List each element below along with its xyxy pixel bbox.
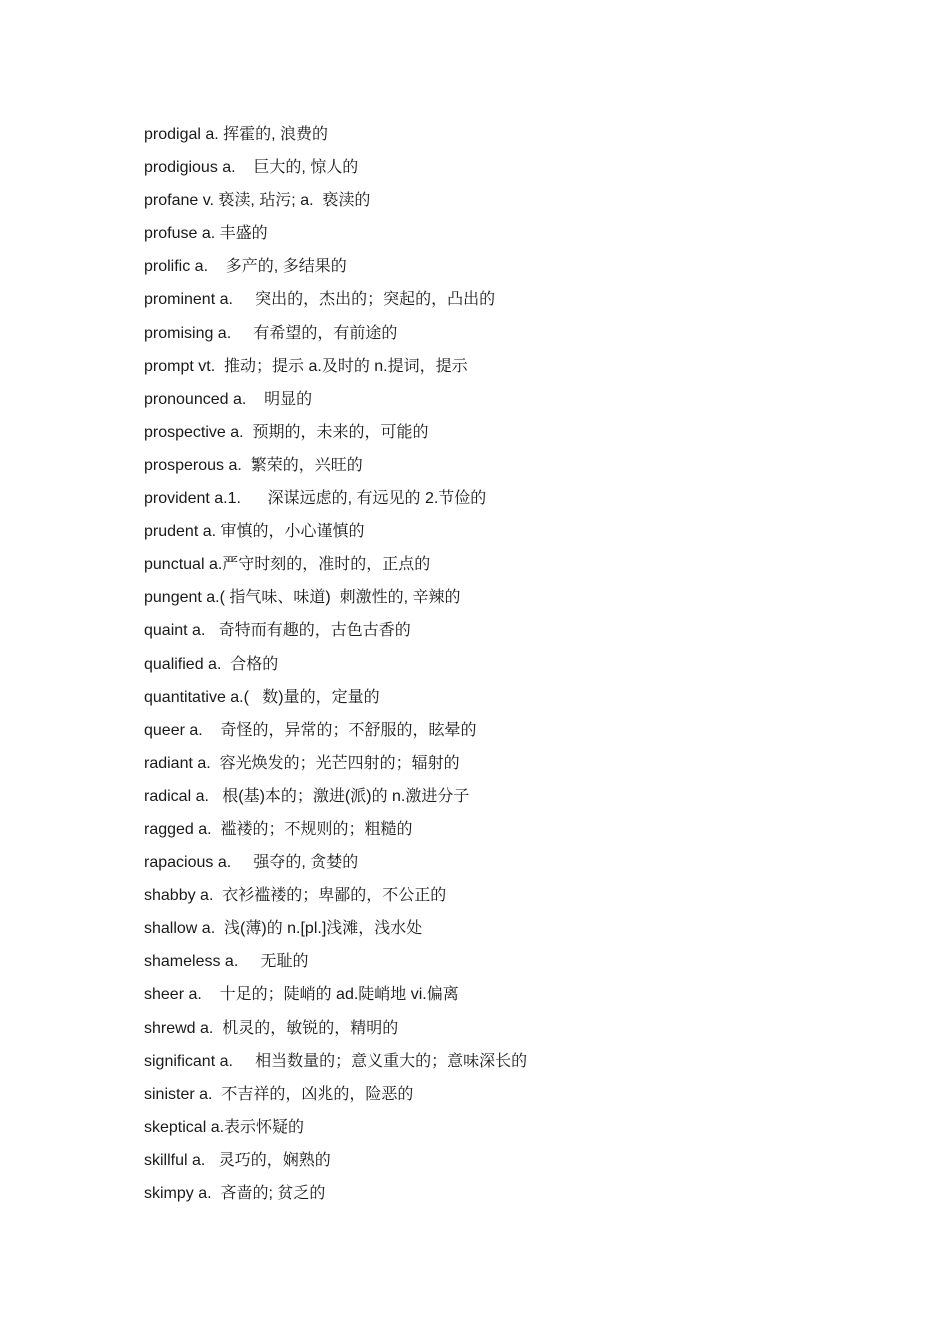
vocabulary-entry: shabby a. 衣衫褴褛的；卑鄙的，不公正的 — [144, 887, 447, 905]
vocabulary-entry: skeptical a.表示怀疑的 — [144, 1118, 305, 1136]
vocabulary-entry: significant a. 相当数量的；意义重大的；意味深长的 — [144, 1052, 528, 1070]
vocabulary-entry: radical a. 根(基)本的；激进(派)的 n.激进分子 — [144, 787, 470, 805]
vocabulary-entry: pungent a.( 指气味、味道) 刺激性的, 辛辣的 — [144, 589, 461, 607]
vocabulary-entry: punctual a.严守时刻的，准时的，正点的 — [144, 556, 431, 574]
vocabulary-entry: prodigious a. 巨大的, 惊人的 — [144, 159, 359, 177]
vocabulary-entry: prosperous a. 繁荣的，兴旺的 — [144, 456, 363, 474]
vocabulary-entry: shallow a. 浅(薄)的 n.[pl.]浅滩，浅水处 — [144, 920, 423, 938]
vocabulary-entry: skillful a. 灵巧的，娴熟的 — [144, 1151, 331, 1169]
vocabulary-entry: shrewd a. 机灵的，敏锐的，精明的 — [144, 1019, 399, 1037]
vocabulary-entry: ragged a. 褴褛的；不规则的；粗糙的 — [144, 820, 413, 838]
vocabulary-entry: skimpy a. 吝啬的; 贫乏的 — [144, 1185, 326, 1202]
vocabulary-entry: sinister a. 不吉祥的，凶兆的，险恶的 — [144, 1085, 414, 1103]
vocabulary-entry: prompt vt. 推动；提示 a.及时的 n.提词，提示 — [144, 357, 468, 375]
vocabulary-entry: prospective a. 预期的，未来的，可能的 — [144, 423, 429, 441]
vocabulary-entry: promising a. 有希望的，有前途的 — [144, 324, 398, 342]
vocabulary-entry: queer a. 奇怪的，异常的；不舒服的，眩晕的 — [144, 721, 477, 739]
vocabulary-entry: quaint a. 奇特而有趣的，古色古香的 — [144, 622, 411, 640]
vocabulary-entry: prudent a. 审慎的，小心谨慎的 — [144, 523, 365, 541]
vocabulary-entry: provident a.1. 深谋远虑的, 有远见的 2.节俭的 — [144, 490, 487, 508]
vocabulary-list — [144, 123, 904, 1215]
vocabulary-entry: rapacious a. 强夺的, 贪婪的 — [144, 854, 359, 872]
vocabulary-entry: shameless a. 无耻的 — [144, 953, 309, 971]
vocabulary-entry: prodigal a. 挥霍的, 浪费的 — [144, 126, 329, 143]
vocabulary-entry: profuse a. 丰盛的 — [144, 225, 268, 243]
vocabulary-entry: quantitative a.( 数)量的，定量的 — [144, 688, 380, 706]
vocabulary-entry: qualified a. 合格的 — [144, 655, 279, 673]
vocabulary-entry: radiant a. 容光焕发的；光芒四射的；辐射的 — [144, 754, 460, 772]
vocabulary-entry: prolific a. 多产的, 多结果的 — [144, 258, 347, 276]
vocabulary-entry: profane v. 亵渎, 玷污; a. 亵渎的 — [144, 192, 371, 210]
vocabulary-entry: sheer a. 十足的；陡峭的 ad.陡峭地 vi.偏离 — [144, 986, 459, 1004]
vocabulary-entry: pronounced a. 明显的 — [144, 390, 313, 408]
vocabulary-entry: prominent a. 突出的，杰出的；突起的，凸出的 — [144, 291, 496, 309]
